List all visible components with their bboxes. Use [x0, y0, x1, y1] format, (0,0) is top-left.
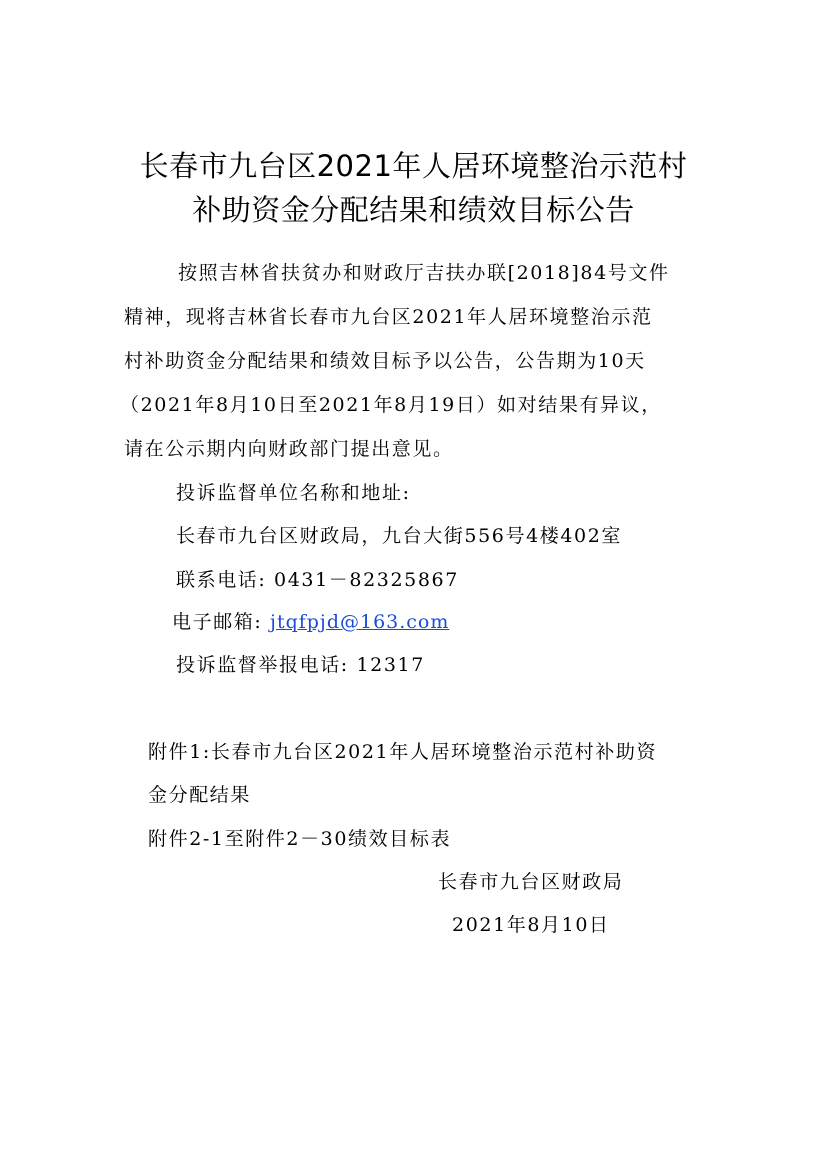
body-paragraph-line-5: 请在公示期内向财政部门提出意见。: [124, 438, 454, 460]
contact-hotline-label: 投诉监督举报电话:: [176, 654, 357, 676]
body-paragraph-line-3: 村补助资金分配结果和绩效目标予以公告，公告期为10天: [124, 350, 646, 372]
contact-phone-value: 0431－82325867: [274, 569, 459, 591]
body-paragraph-line-1: 按照吉林省扶贫办和财政厅吉扶办联[2018]84号文件: [178, 262, 670, 284]
contact-hotline-row: [176, 651, 425, 679]
contact-address: 长春市九台区财政局，九台大街556号4楼402室: [176, 525, 623, 547]
contact-phone-label: 联系电话:: [176, 569, 275, 591]
contact-hotline-value: 12317: [356, 654, 425, 676]
signature-date: 2021年8月10日: [452, 914, 610, 936]
attachment-1-line-1: 附件1:长春市九台区2021年人居环境整治示范村补助资: [148, 741, 658, 763]
document-title-line-1: 长春市九台区2021年人居环境整治示范村: [139, 149, 688, 183]
body-paragraph-line-2: 精神，现将吉林省长春市九台区2021年人居环境整治示范: [124, 306, 653, 328]
contact-email-label: 电子邮箱:: [172, 611, 271, 633]
attachment-1-line-2: 金分配结果: [148, 784, 252, 806]
signature-organization: 长春市九台区财政局: [438, 871, 624, 893]
document-title-line-2: 补助资金分配结果和绩效目标公告: [192, 193, 635, 227]
contact-phone-row: [176, 566, 459, 594]
contact-email-row: [172, 608, 449, 636]
contact-heading: 投诉监督单位名称和地址:: [176, 482, 411, 504]
contact-email-link[interactable]: jtqfpjd@163.com: [270, 611, 450, 633]
attachment-2: 附件2-1至附件2－30绩效目标表: [148, 828, 452, 850]
body-paragraph-line-4: （2021年8月10日至2021年8月19日）如对结果有异议，: [120, 394, 662, 416]
